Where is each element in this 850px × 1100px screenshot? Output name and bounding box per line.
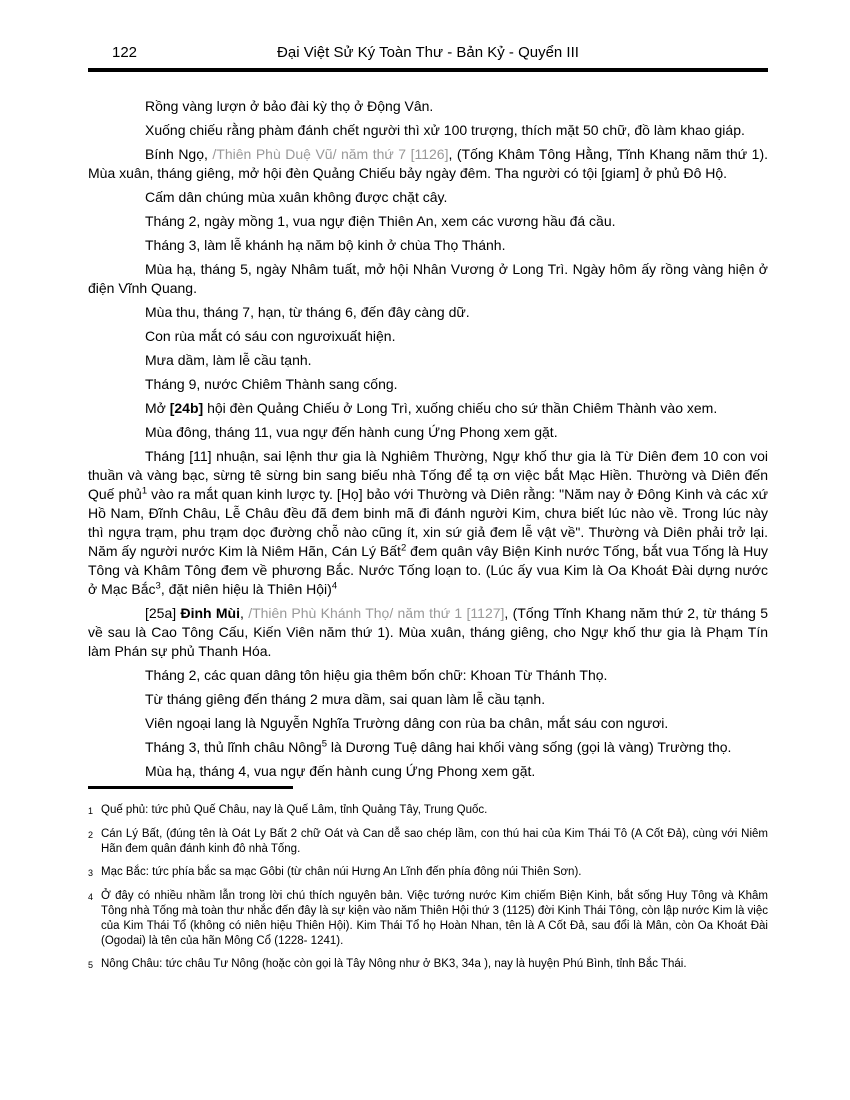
body-run: Tháng 3, làm lễ khánh hạ năm bộ kinh ở chùa Thọ Thánh. [145, 237, 506, 253]
body-paragraph [88, 666, 768, 685]
body-run: Từ tháng giêng đến tháng 2 mưa dầm, sai quan làm lễ cầu tạnh. [145, 691, 546, 707]
body-run: , (Tống Khâm Tông Hằng, Tĩnh Khang năm thứ 1). Mùa xuân, tháng giêng, mở hội đèn Quảng Chiếu bảy ngày đêm. Tha người có tội [giam] ở phủ Đô Hộ. [88, 146, 768, 181]
footnote [88, 865, 768, 881]
footnote-number: 1 [88, 806, 94, 816]
body-run: Mùa thu, tháng 7, hạn, từ tháng 6, đến đây càng dữ. [145, 304, 470, 320]
body-run: , [239, 605, 249, 621]
body-paragraph [88, 188, 768, 207]
footnotes-section [88, 803, 768, 973]
body-text [88, 97, 768, 781]
body-paragraph [88, 375, 768, 394]
footnote-number: 2 [88, 830, 94, 840]
body-paragraph [88, 260, 768, 298]
body-run: Mùa hạ, tháng 5, ngày Nhâm tuất, mở hội Nhân Vương ở Long Trì. Ngày hôm ấy rồng vàng hiện ở điện Vĩnh Quang. [88, 261, 768, 296]
body-run: vào ra mắt quan kinh lược ty. [Họ] bảo với Thường và Diên rằng: "Năm nay ở Đông Kinh và các xứ Hồ Nam, Đĩnh Châu, Lễ Châu đều đã đem binh mã đi đánh người Kim, chưa biết lúc nào về. Trong lúc này thì ngựa trạm, phu trạm dọc đường chỗ nào cũng ít, xin sứ giả đem lễ vật về". Thường và Diên phải trở lại. Năm ấy người nước Kim là Niêm Hãn, Cán Lý Bất [88, 486, 769, 559]
body-run: Tháng 9, nước Chiêm Thành sang cống. [145, 376, 398, 392]
footnote [88, 957, 768, 973]
body-run: Cấm dân chúng mùa xuân không được chặt cây. [145, 189, 448, 205]
body-paragraph [88, 121, 768, 140]
body-run: Xuống chiếu rằng phàm đánh chết người thì xử 100 trượng, thích mặt 50 chữ, đồ làm khao giáp. [145, 122, 745, 138]
body-paragraph [88, 145, 768, 183]
body-run: Con rùa mắt có sáu con ngươixuất hiện. [145, 328, 396, 344]
footnote-reference: 2 [400, 542, 407, 554]
page-number: 122 [112, 44, 138, 61]
header-title: Đại Việt Sử Ký Toàn Thư - Bản Kỷ - Quyển III [277, 44, 579, 61]
body-paragraph [88, 97, 768, 116]
body-run: Tháng [11] nhuận, sai lệnh thư gia là Nghiêm Thường, Ngự khố thư gia là Từ Diên đem 10 con voi thuần và vàng bạc, sừng tê sừng bin sang biếu nhà Tống để tạ ơn việc bắt Mạc Hiền. Thường và Diên đến Quế phủ [88, 448, 768, 502]
body-run: [25a] [145, 605, 181, 621]
body-run: đem quân vây Biện Kinh nước Tống, bắt vua Tống là Huy Tông và Khâm Tông đem về phương Bắc. Nước Tống loạn to. (Lúc ấy vua Kim là Oa Khoát Đài dựng nước ở Mạc Bắc [88, 543, 768, 597]
footnote [88, 827, 768, 857]
footnote [88, 889, 768, 949]
header-rule [88, 68, 768, 72]
footnote-text: Cán Lý Bất, (đúng tên là Oát Ly Bất 2 chữ Oát và Can dễ sao chép lầm, con thú hai của Kim Thái Tô (A Cốt Đả), cùng với Niêm Hãn đem quân đánh kinh đô nhà Tống. [101, 828, 768, 855]
body-paragraph [88, 738, 768, 757]
body-paragraph [88, 236, 768, 255]
footnote-text: Quế phủ: tức phủ Quế Châu, nay là Quế Lâm, tỉnh Quảng Tây, Trung Quốc. [101, 804, 488, 816]
footnote [88, 803, 768, 819]
body-paragraph [88, 212, 768, 231]
body-run: Viên ngoại lang là Nguyễn Nghĩa Trường dâng con rùa ba chân, mắt sáu con ngươi. [145, 715, 669, 731]
body-paragraph [88, 714, 768, 733]
era-year-text: /Thiên Phù Duệ Vũ/ năm thứ 7 [1126] [212, 146, 449, 162]
footnote-reference: 3 [155, 580, 161, 592]
footnote-reference: 5 [321, 738, 327, 750]
body-paragraph [88, 327, 768, 346]
footnote-reference: 1 [141, 485, 148, 497]
body-run: Rồng vàng lượn ở bảo đài kỳ thọ ở Động Vân. [145, 98, 434, 114]
era-year-text: /Thiên Phù Khánh Thọ/ năm thứ 1 [1127] [248, 605, 505, 621]
body-paragraph [88, 690, 768, 709]
body-run: Tháng 3, thủ lĩnh châu Nông [145, 739, 322, 755]
footnote-text: Mạc Bắc: tức phía bắc sa mạc Gôbi (từ chân núi Hưng An Lĩnh đến phía đông núi Thiên Sơn). [101, 866, 582, 878]
footnote-number: 3 [88, 868, 94, 878]
body-paragraph [88, 423, 768, 442]
body-run: , đặt niên hiệu là Thiên Hội) [160, 581, 332, 597]
body-run: , (Tống Tĩnh Khang năm thứ 2, từ tháng 5 về sau là Cao Tông Cấu, Kiến Viên năm thứ 1). Mùa xuân, tháng giêng, cho Ngự khố thư gia là Phạm Tín làm Phán sự phủ Thanh Hóa. [88, 605, 768, 659]
body-run: là Dương Tuệ dâng hai khối vàng sống (gọi là vàng) Trường thọ. [326, 739, 732, 755]
page-header [88, 44, 768, 64]
footnote-reference: 4 [331, 580, 338, 592]
footnote-text: Nông Châu: tức châu Tư Nông (hoặc còn gọi là Tây Nông như ở BK3, 34a ), nay là huyện Phú Bình, tỉnh Bắc Thái. [101, 958, 687, 970]
footnote-text: Ở đây có nhiều nhầm lẫn trong lời chú thích nguyên bản. Việc tướng nước Kim chiếm Biện Kinh, bắt sống Huy Tông và Khâm Tông nhà Tống mà toàn thư nhắc đến đây là sự kiện vào năm Thiên Hội thứ 3 (1125) đời Kinh Thái Tông, còn lập nước Kim là việc của Kim Thái Tổ (không có niên hiệu Thiên Hội). Kim Thái Tổ họ Hoàn Nhan, tên là A Cốt Đả, sau đổi là Mân, còn Oa Khoát Đài (Ogodai) là tên của hãn Mông Cổ (1228- 1241). [101, 890, 768, 947]
body-run: Mưa dầm, làm lễ cầu tạnh. [145, 352, 312, 368]
body-run: Bính Ngọ, [145, 146, 213, 162]
body-paragraph [88, 604, 768, 661]
body-run: [24b] [169, 400, 204, 416]
body-run: Tháng 2, các quan dâng tôn hiệu gia thêm bốn chữ: Khoan Từ Thánh Thọ. [145, 667, 608, 683]
body-paragraph [88, 762, 768, 781]
footnote-number: 4 [88, 892, 94, 902]
body-run: Mùa đông, tháng 11, vua ngự đến hành cung Ứng Phong xem gặt. [145, 424, 558, 440]
body-paragraph [88, 447, 768, 599]
body-paragraph [88, 303, 768, 322]
body-run: hội đèn Quảng Chiếu ở Long Trì, xuống chiếu cho sứ thần Chiêm Thành vào xem. [203, 400, 718, 416]
body-run: Tháng 2, ngày mồng 1, vua ngự điện Thiên An, xem các vương hầu đá cầu. [145, 213, 616, 229]
body-run: Mở [145, 400, 170, 416]
body-paragraph [88, 399, 768, 418]
body-run: Mùa hạ, tháng 4, vua ngự đến hành cung Ứng Phong xem gặt. [145, 763, 536, 779]
body-run: Đinh Mùi [180, 605, 240, 621]
footnote-separator [88, 786, 293, 789]
body-paragraph [88, 351, 768, 370]
footnote-number: 5 [88, 960, 94, 970]
